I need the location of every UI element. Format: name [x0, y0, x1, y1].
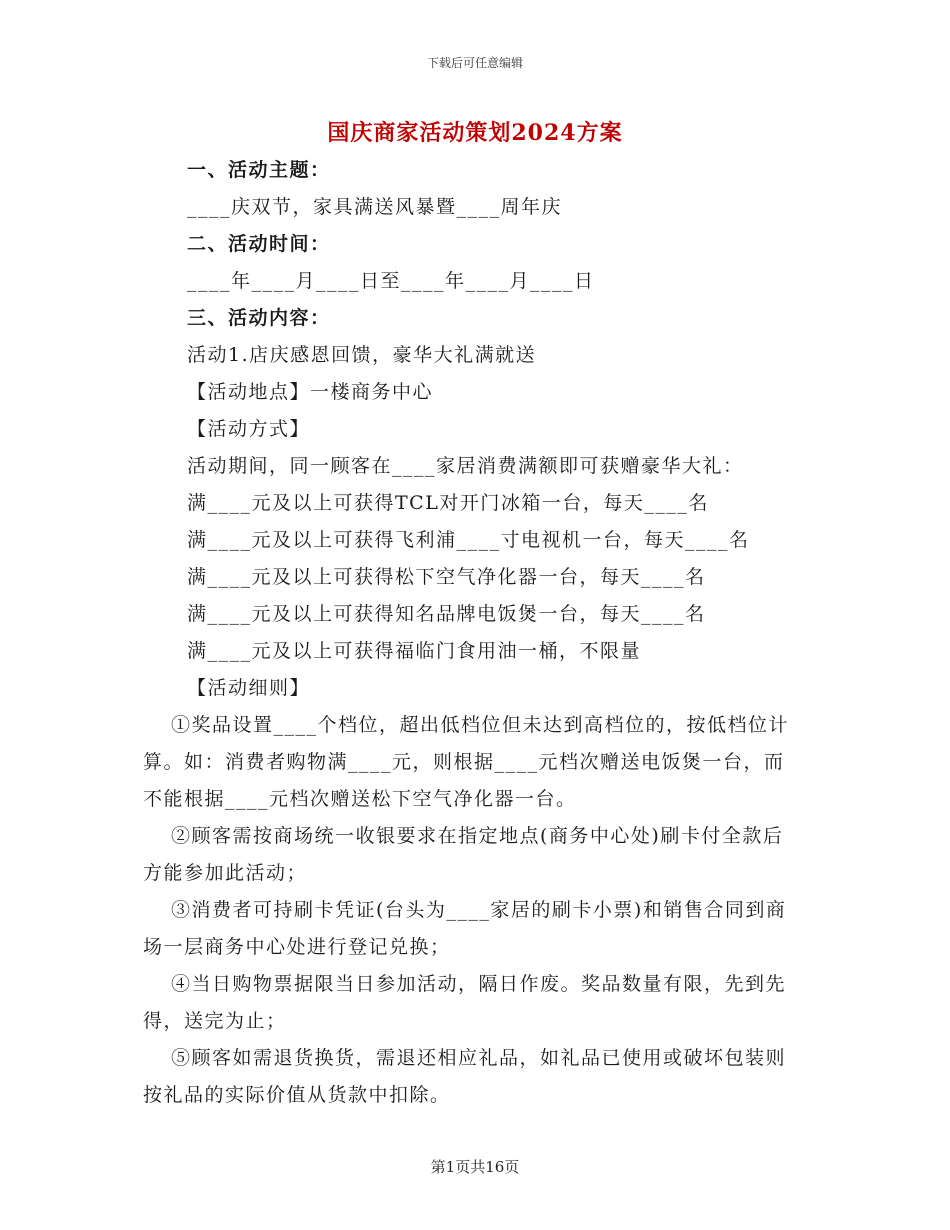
rule-item: ②顾客需按商场统一收银要求在指定地点(商务中心处)刷卡付全款后方能参加此活动；: [143, 825, 784, 884]
activity-method-intro: 活动期间，同一顾客在____家居消费满额即可获赠豪华大礼：: [187, 455, 744, 477]
section-heading-theme: 一、活动主题：: [187, 159, 331, 181]
time-text: ____年____月____日至____年____月____日: [187, 270, 595, 292]
document-body: [143, 152, 803, 1114]
section-heading-content: 三、活动内容：: [187, 307, 331, 329]
activity-1-title: 活动1.店庆感恩回馈，豪华大礼满就送: [187, 344, 537, 366]
prize-tier: 满____元及以上可获得知名品牌电饭煲一台，每天____名: [187, 603, 706, 625]
activity-rules-label: 【活动细则】: [187, 677, 311, 699]
prize-tier: 满____元及以上可获得福临门食用油一桶，不限量: [187, 640, 642, 662]
prize-tier: 满____元及以上可获得TCL对开门冰箱一台，每天____名: [187, 492, 709, 514]
page-number: 第1页共16页: [430, 1158, 520, 1176]
prize-tier: 满____元及以上可获得松下空气净化器一台，每天____名: [187, 566, 706, 588]
page-header-note: 下载后可任意编辑: [426, 56, 523, 70]
rule-item: ③消费者可持刷卡凭证(台头为____家居的刷卡小票)和销售合同到商场一层商务中心处进行登记兑换；: [143, 899, 787, 958]
theme-text: ____庆双节，家具满送风暴暨____周年庆: [187, 196, 563, 218]
rule-item: ①奖品设置____个档位，超出低档位但未达到高档位的，按低档位计算。如：消费者购物满____元，则根据____元档次赠送电饭煲一台，而不能根据____元档次赠送松下空气净化器一台。: [143, 714, 790, 810]
prize-tier: 满____元及以上可获得飞利浦____寸电视机一台，每天____名: [187, 529, 750, 551]
section-heading-time: 二、活动时间：: [187, 233, 331, 255]
activity-location: 【活动地点】一楼商务中心: [187, 381, 434, 403]
rule-item: ⑤顾客如需退货换货，需退还相应礼品，如礼品已使用或破坏包装则按礼品的实际价值从货款中扣除。: [143, 1047, 787, 1106]
rule-item: ④当日购物票据限当日参加活动，隔日作废。奖品数量有限，先到先得，送完为止；: [143, 973, 787, 1032]
document-title: 国庆商家活动策划2024方案: [327, 120, 623, 146]
activity-method-label: 【活动方式】: [187, 418, 311, 440]
